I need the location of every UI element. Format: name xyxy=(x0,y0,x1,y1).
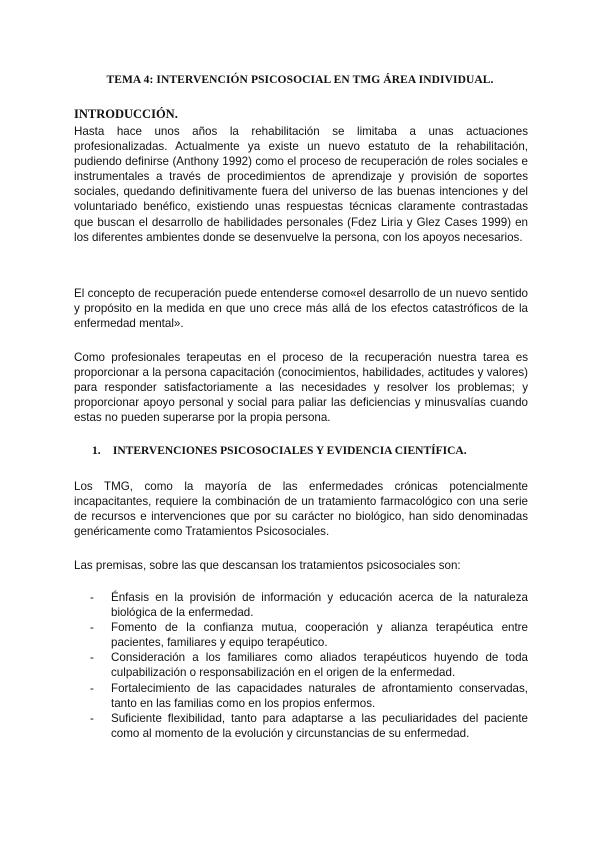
list-item xyxy=(74,711,528,741)
list-item xyxy=(74,620,528,650)
section-paragraph: Las premisas, sobre las que descansan los tratamientos psicosociales son: xyxy=(74,559,461,572)
bullet-dash: - xyxy=(90,651,94,665)
intro-heading: INTRODUCCIÓN. xyxy=(74,107,178,121)
document-title: TEMA 4: INTERVENCIÓN PSICOSOCIAL EN TMG ÁREA INDIVIDUAL. xyxy=(106,74,494,86)
bullet-dash: - xyxy=(90,681,94,695)
intro-paragraph: Como profesionales terapeutas en el proceso de la recuperación nuestra tarea es proporcionar a la persona capacitación (conocimientos, habilidades, actitudes y valores) para responder satisfactoriamente a las necesidades y resolver los problemas; y proporcionar apoyo personal y social para paliar las deficiencias y minusvalías cuando estas no pueden superarse por la propia persona. xyxy=(74,351,528,425)
list-item xyxy=(74,681,528,711)
list-item xyxy=(74,590,528,620)
section-heading xyxy=(92,445,467,457)
list-item-text: Consideración a los familiares como aliados terapéuticos huyendo de toda culpabilización o responsabilización en el origen de la enfermedad. xyxy=(111,651,528,680)
list-item-text: Fortalecimiento de las capacidades naturales de afrontamiento conservadas, tanto en las familias como en los propios enfermos. xyxy=(111,681,528,710)
intro-paragraph: Hasta hace unos años la rehabilitación se limitaba a unas actuaciones profesionalizadas. Actualmente ya existe un nuevo estatuto de la rehabilitación, pudiendo definirse (Anthony 1992) como el proceso de recuperación de roles sociales e instrumentales a través de procedimientos de aprendizaje y provisión de soportes sociales, quedando definitivamente fuera del universo de las buenas intenciones y del voluntariado benéfico, existiendo unas respuestas técnicas claramente contrastadas que buscan el desarrollo de habilidades personales (Fdez Liria y Glez Cases 1999) en los diferentes ambientes donde se desenvuelve la persona, con los apoyos necesarios. xyxy=(74,125,528,244)
section-title: INTERVENCIONES PSICOSOCIALES Y EVIDENCIA CIENTÍFICA. xyxy=(112,445,467,457)
premises-list xyxy=(74,590,528,741)
intro-paragraph: El concepto de recuperación puede entenderse como«el desarrollo de un nuevo sentido y propósito en la medida en que uno crece más allá de los efectos catastróficos de la enfermedad mental». xyxy=(74,287,528,331)
section-paragraph: Los TMG, como la mayoría de las enfermedades crónicas potencialmente incapacitantes, requiere la combinación de un tratamiento farmacológico con una serie de recursos e intervenciones que por su carácter no biológico, han sido denominadas genéricamente como Tratamientos Psicosociales. xyxy=(74,480,528,539)
list-item-text: Fomento de la confianza mutua, cooperación y alianza terapéutica entre pacientes, familiares y equipo terapéutico. xyxy=(111,621,528,650)
section-number: 1. xyxy=(92,445,101,457)
bullet-dash: - xyxy=(90,591,94,604)
bullet-dash: - xyxy=(90,711,94,725)
list-item-text: Énfasis en la provisión de información y educación acerca de la naturaleza biológica de la enfermedad. xyxy=(111,591,528,620)
bullet-dash: - xyxy=(90,621,94,635)
list-item xyxy=(74,650,528,680)
list-item-text: Suficiente flexibilidad, tanto para adaptarse a las peculiaridades del paciente como al momento de la evolución y circunstancias de su enfermedad. xyxy=(111,711,528,740)
